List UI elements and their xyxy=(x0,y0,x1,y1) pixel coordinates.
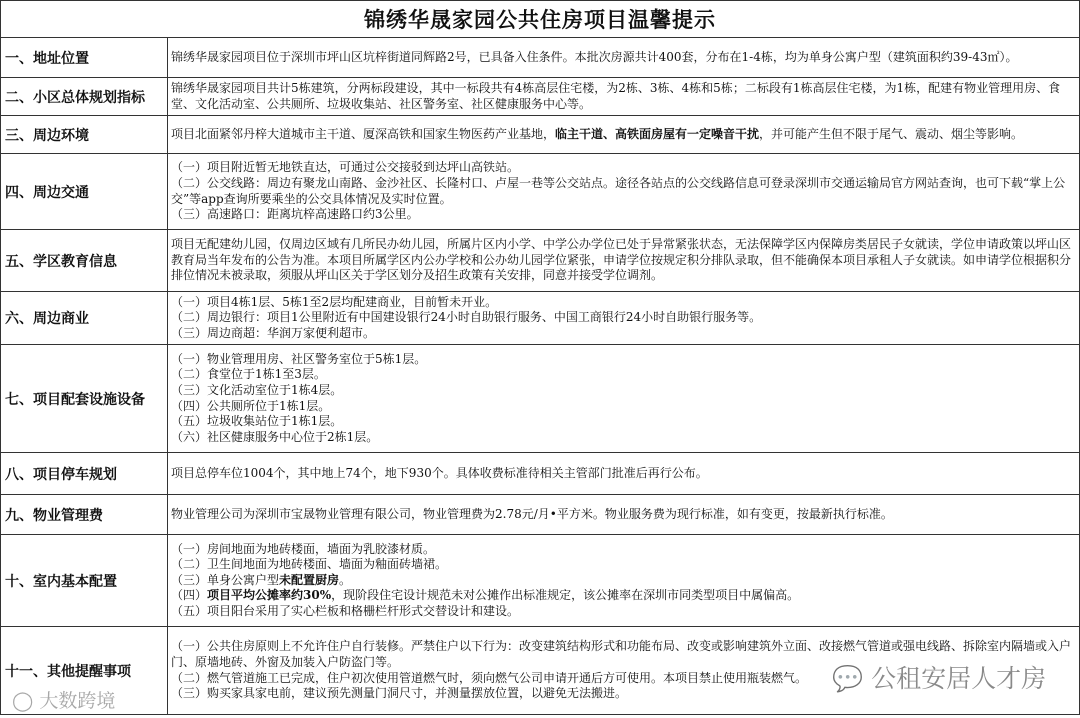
list-item: （二）食堂位于1栋1至3层。 xyxy=(171,367,326,382)
table-row xyxy=(1,292,1080,345)
list-item: （二）燃气管道施工已完成，住户初次使用管道燃气时，须向燃气公司申请开通后方可使用。本项目禁止使用瓶装燃气。 xyxy=(171,670,808,685)
no-kitchen-note: 未配置厨房 xyxy=(279,572,340,587)
list-item xyxy=(171,573,1075,589)
notice-table xyxy=(0,37,1080,715)
table-row xyxy=(1,495,1080,535)
list-item: （一）项目4栋1层、5栋1至2层均配建商业，目前暂未开业。 xyxy=(171,294,498,309)
row-content xyxy=(168,627,1080,715)
table-row xyxy=(1,535,1080,627)
list-item: （四）公共厕所位于1栋1层。 xyxy=(171,398,331,413)
row-label: 七、项目配套设施设备 xyxy=(1,345,168,453)
row-content: 锦绣华晟家园项目位于深圳市坪山区坑梓街道同辉路2号，已具备入住条件。本批次房源共计400套，分布在1-4栋，均为单身公寓户型（建筑面积约39-43㎡）。 xyxy=(168,38,1080,78)
text-segment: （三）单身公寓户型 xyxy=(171,572,280,587)
table-row xyxy=(1,345,1080,453)
row-content: 物业管理公司为深圳市宝晟物业管理有限公司，物业管理费为2.78元/月•平方米。物业服务费为现行标准，如有变更，按最新执行标准。 xyxy=(168,495,1080,535)
row-content xyxy=(168,535,1080,627)
table-row xyxy=(1,116,1080,154)
row-label: 五、学区教育信息 xyxy=(1,230,168,292)
row-content xyxy=(168,116,1080,154)
wechat-icon: 💬 xyxy=(832,664,864,693)
row-label: 一、地址位置 xyxy=(1,38,168,78)
text-segment: 项目北面紧邻丹梓大道城市主干道、厦深高铁和国家生物医药产业基地， xyxy=(171,126,556,141)
table-row xyxy=(1,154,1080,230)
table-row xyxy=(1,78,1080,116)
row-content xyxy=(168,345,1080,453)
text-segment: 。 xyxy=(339,572,352,587)
list-item: （三）文化活动室位于1栋4层。 xyxy=(171,382,343,397)
logo-icon: ◯ xyxy=(12,690,34,712)
list-item: （二）公交线路：周边有聚龙山南路、金沙社区、长隆村口、卢屋一巷等公交站点。途径各站点的公交线路信息可登录深圳市交通运输局官方网站查询，也可下载“掌上公交”等app查询所要乘坐的公交具体情况及实时位置。 xyxy=(171,175,1066,206)
row-content xyxy=(168,154,1080,230)
list-item xyxy=(171,588,1075,604)
text-segment: （四） xyxy=(171,588,208,603)
row-content: 锦绣华晟家园项目共计5栋建筑，分两标段建设，其中一标段共有4栋高层住宅楼，为2栋、3栋、4栋和5栋；二标段有1栋高层住宅楼，为1栋，配建有物业管理用房、食堂、文化活动室、公共厕所、垃圾收集站、社区警务室、社区健康服务中心等。 xyxy=(168,78,1080,116)
row-label: 六、周边商业 xyxy=(1,292,168,345)
row-label: 八、项目停车规划 xyxy=(1,453,168,495)
list-item: （五）项目阳台采用了实心栏板和格栅栏杆形式交替设计和建设。 xyxy=(171,603,520,618)
list-item: （一）房间地面为地砖楼面，墙面为乳胶漆材质。 xyxy=(171,541,436,556)
list-item: （三）购买家具家电前，建议预先测量门洞尺寸，并测量摆放位置，以避免无法搬进。 xyxy=(171,686,628,701)
noise-warning: 临主干道、高铁面房屋有一定噪音干扰 xyxy=(555,126,760,141)
row-label: 四、周边交通 xyxy=(1,154,168,230)
watermark-text: 大数跨境 xyxy=(39,690,116,712)
list-item: （三）高速路口：距离坑梓高速路口约3公里。 xyxy=(171,207,419,222)
row-label: 十、室内基本配置 xyxy=(1,535,168,627)
row-content: 项目无配建幼儿园，仅周边区域有几所民办幼儿园，所属片区内小学、中学公办学位已处于异常紧张状态，无法保障学区内保障房类居民子女就读，学位申请政策以坪山区教育局当年发布的公告为准。本项目所属学区内公办学校和公办幼儿园学位紧张，申请学位按规定积分排队录取，但不能确保本项目承租人子女就读。如申请学位根据积分排位情况未被录取，须服从坪山区关于学区划分及招生政策有关安排，同意并接受学位调剂。 xyxy=(168,230,1080,292)
row-label: 九、物业管理费 xyxy=(1,495,168,535)
list-item: （二）周边银行：项目1公里附近有中国建设银行24小时自助银行服务、中国工商银行24小时自助银行服务等。 xyxy=(171,310,762,325)
table-row xyxy=(1,453,1080,495)
table-row xyxy=(1,230,1080,292)
row-label: 二、小区总体规划指标 xyxy=(1,78,168,116)
row-content: 项目总停车位1004个，其中地上74个，地下930个。具体收费标准待相关主管部门批准后再行公布。 xyxy=(168,453,1080,495)
list-item: （一）项目附近暂无地铁直达，可通过公交接驳到达坪山高铁站。 xyxy=(171,160,520,175)
row-label: 十一、其他提醒事项 xyxy=(1,627,168,715)
list-item: （五）垃圾收集站位于1栋1层。 xyxy=(171,414,343,429)
table-row xyxy=(1,38,1080,78)
row-label: 三、周边环境 xyxy=(1,116,168,154)
text-segment: ，并可能产生但不限于尾气、震动、烟尘等影响。 xyxy=(759,126,1024,141)
list-item: （一）公共住房原则上不允许住户自行装修。严禁住户以下行为：改变建筑结构形式和功能布局、改变或影响建筑外立面、改接燃气管道或强电线路、拆除室内隔墙或入户门、原墙地砖、外窗及加装入户防盗门等。 xyxy=(171,639,1072,669)
document-title: 锦绣华晟家园公共住房项目温馨提示 xyxy=(0,0,1080,38)
watermark-text: 公租安居人才房 xyxy=(871,664,1047,693)
list-item: （三）周边商超：华润万家便利超市。 xyxy=(171,325,376,340)
row-content xyxy=(168,292,1080,345)
table-row xyxy=(1,627,1080,715)
text-segment: ，现阶段住宅设计规范未对公摊作出标准规定，该公摊率在深圳市同类型项目中属偏高。 xyxy=(331,588,800,603)
list-item: （二）卫生间地面为地砖楼面、墙面为釉面砖墙裙。 xyxy=(171,557,448,572)
share-rate-note: 项目平均公摊率约30% xyxy=(207,588,332,603)
list-item: （六）社区健康服务中心位于2栋1层。 xyxy=(171,429,379,444)
list-item: （一）物业管理用房、社区警务室位于5栋1层。 xyxy=(171,351,427,366)
